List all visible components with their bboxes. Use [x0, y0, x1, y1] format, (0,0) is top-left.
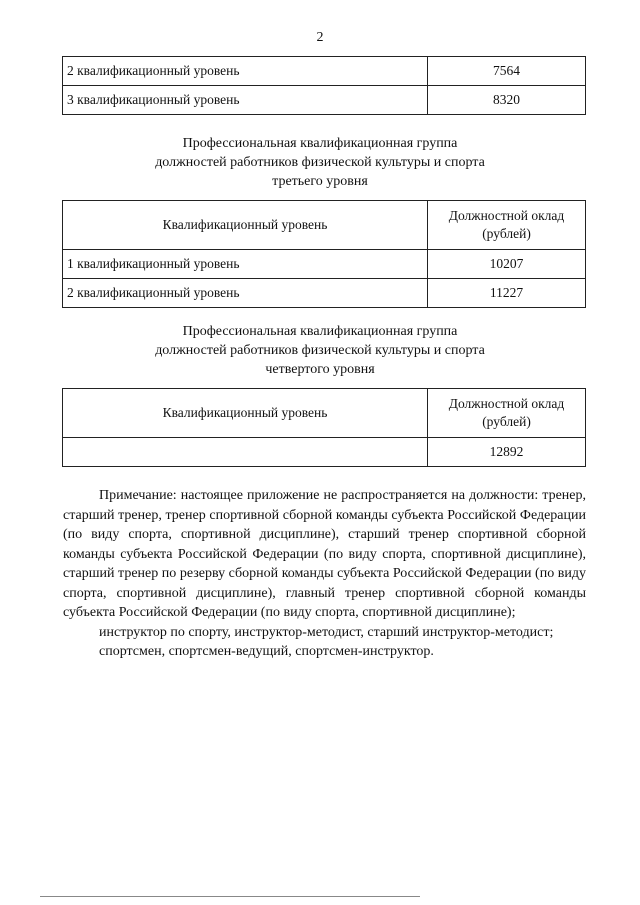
salary-header-line: Должностной оклад — [448, 396, 565, 411]
group-title-line: третьего уровня — [272, 174, 368, 189]
table-row — [63, 279, 586, 308]
level-cell: 2 квалификационный уровень — [63, 279, 428, 308]
salary-table-third-level — [62, 200, 586, 308]
group-title-line: должностей работников физической культуры и спорта — [155, 343, 485, 358]
level-cell: 1 квалификационный уровень — [63, 250, 428, 279]
note-paragraph: Примечание: настоящее приложение не распространяется на должности: тренер, старший тренер, тренер спортивной сборной команды субъекта Российской Федерации (по виду спорта, спортивной дисциплине), старший тренер спортивной сборной команды субъекта Российской Федерации (по виду спорта, спортивной дисциплине), старший тренер по резерву сборной команды субъекта Российской Федерации (по виду спорта, спортивной дисциплине), главный тренер спортивной сборной команды субъекта Российской Федерации (по виду спорта, спортивной дисциплине); — [63, 488, 586, 620]
group-title-third-level — [0, 134, 640, 191]
level-header: Квалификационный уровень — [63, 201, 428, 250]
level-cell: 2 квалификационный уровень — [63, 57, 428, 86]
level-cell: 3 квалификационный уровень — [63, 86, 428, 115]
group-title-line: четвертого уровня — [265, 362, 375, 377]
table-header-row — [63, 201, 586, 250]
salary-cell: 8320 — [428, 86, 586, 115]
salary-cell: 7564 — [428, 57, 586, 86]
salary-header-line: Должностной оклад — [448, 208, 565, 223]
salary-cell: 12892 — [428, 438, 586, 467]
note-paragraph: инструктор по спорту, инструктор-методист, старший инструктор-методист; — [99, 624, 554, 640]
group-title-line: должностей работников физической культуры и спорта — [155, 155, 485, 170]
footer-divider — [40, 896, 420, 897]
salary-table-fourth-level — [62, 388, 586, 467]
salary-cell: 10207 — [428, 250, 586, 279]
note-block — [63, 486, 586, 662]
note-paragraph: спортсмен, спортсмен-ведущий, спортсмен-инструктор. — [99, 644, 434, 659]
salary-header — [428, 201, 586, 250]
table-row — [63, 438, 586, 467]
group-title-line: Профессиональная квалификационная группа — [182, 136, 458, 151]
salary-table-continued — [62, 56, 586, 115]
table-header-row — [63, 389, 586, 438]
level-cell — [63, 438, 428, 467]
salary-header-line: (рублей) — [482, 226, 531, 241]
group-title-fourth-level — [0, 322, 640, 379]
page-number: 2 — [316, 30, 324, 45]
group-title-line: Профессиональная квалификационная группа — [182, 324, 458, 339]
salary-header-line: (рублей) — [482, 414, 531, 429]
salary-header — [428, 389, 586, 438]
level-header: Квалификационный уровень — [63, 389, 428, 438]
table-row — [63, 250, 586, 279]
table-row — [63, 57, 586, 86]
table-row — [63, 86, 586, 115]
salary-cell: 11227 — [428, 279, 586, 308]
